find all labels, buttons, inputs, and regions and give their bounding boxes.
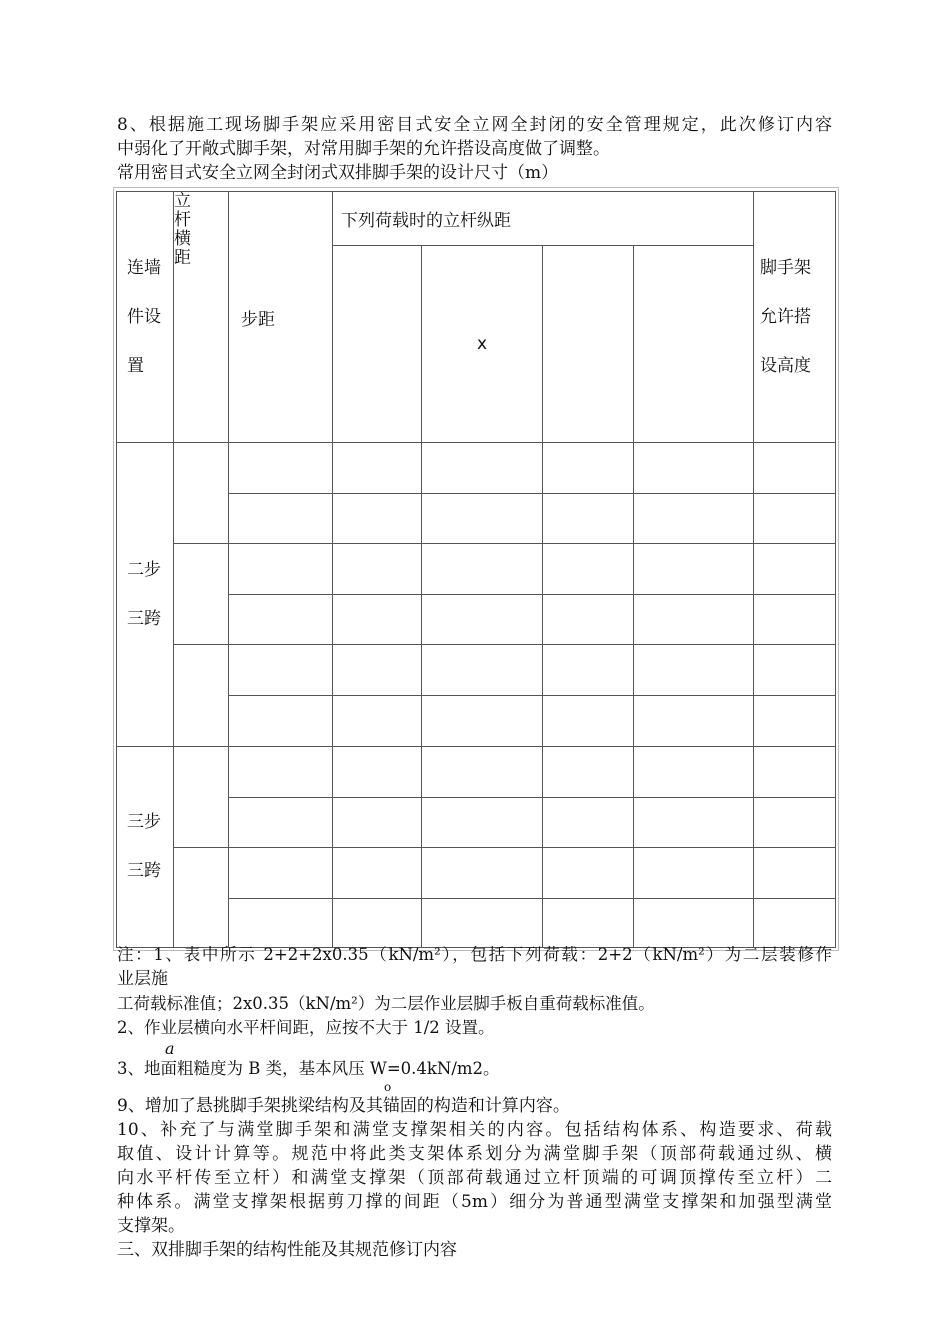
table-cell [174,443,229,544]
table-cell [333,798,422,848]
table-cell [333,848,422,899]
table-cell [634,443,754,494]
table-cell [543,494,634,544]
table-cell [634,595,754,645]
table-cell [422,544,543,595]
load-col-1 [333,246,422,443]
table-cell [229,645,333,696]
table-cell [543,544,634,595]
table-cell [754,544,836,595]
table-cell [634,544,754,595]
table-cell [754,747,836,798]
table-cell [634,645,754,696]
note3: 3、地面粗糙度为 B 类，基本风压 W=0.4kN/m2。 [117,1059,500,1078]
table-cell [634,798,754,848]
note1-line2: 业层施 [117,969,168,989]
para10-line5: 支撑架。 [117,1216,185,1236]
table-cell [229,544,333,595]
table-cell [422,747,543,798]
table-cell [543,899,634,948]
table-cell [229,494,333,544]
table-cell [229,798,333,848]
table-cell [422,494,543,544]
table-cell [543,696,634,747]
note1-line1: 注：1、表中所示 2+2+2x0.35（kN/m²），包括下列荷载：2+2（kN/m²）为二层装修作 [117,945,832,964]
note3-subscript: o [384,1080,392,1094]
table-cell [754,645,836,696]
table-cell [634,494,754,544]
table-cell [229,848,333,899]
table-cell [422,798,543,848]
table-cell [333,494,422,544]
table-cell [422,848,543,899]
header-wall-tie: 连墙 件设 置 [117,192,174,443]
table-cell [333,595,422,645]
load-col-4 [634,246,754,443]
table-cell [333,899,422,948]
table-cell [634,899,754,948]
table-caption: 常用密目式安全立网全封闭式双排脚手架的设计尺寸（m） [117,163,559,183]
load-col-3 [543,246,634,443]
table-cell [754,443,836,494]
load-col-2: x [422,246,543,443]
table-cell [422,645,543,696]
table-cell [754,595,836,645]
table-cell [422,595,543,645]
table-cell [333,645,422,696]
table-cell [543,798,634,848]
table-cell [333,696,422,747]
table-cell [174,544,229,645]
table-cell [754,899,836,948]
group-three-step-three-span: 三步 三跨 [117,747,174,948]
note2-subscript: a [165,1039,175,1058]
table-cell [543,848,634,899]
table-cell [543,595,634,645]
table-cell [634,747,754,798]
para9: 9、增加了悬挑脚手架挑梁结构及其锚固的构造和计算内容。 [117,1096,570,1116]
para10-line4: 种体系。满堂支撑架根据剪刀撑的间距（5m）细分为普通型满堂支撑架和加强型满堂 [117,1192,832,1212]
table-cell [174,645,229,747]
para10-line3: 向水平杆传至立杆）和满堂支撑架（顶部荷载通过立杆顶端的可调顶撑传至立杆）二 [117,1168,832,1188]
section3-heading: 三、双排脚手架的结构性能及其规范修订内容 [117,1240,457,1260]
table-cell [754,696,836,747]
table-cell [754,848,836,899]
table-cell [229,747,333,798]
table-cell [333,544,422,595]
table-cell [229,443,333,494]
table-cell [422,443,543,494]
para10-line1: 10、补充了与满堂脚手架和满堂支撑架相关的内容。包括结构体系、构造要求、荷载 [117,1120,832,1140]
table-cell [229,899,333,948]
design-dimension-table [116,191,836,948]
table-cell [333,747,422,798]
header-longitudinal-spacing: 下列荷载时的立杆纵距 [333,192,754,246]
header-step: 步距 [229,192,333,443]
note1-line3: 工荷载标准值；2x0.35（kN/m²）为二层作业层脚手板自重荷载标准值。 [117,994,655,1013]
table-cell [174,848,229,948]
table-cell [754,494,836,544]
table-cell [229,595,333,645]
table-cell [543,443,634,494]
table-cell [543,747,634,798]
table-cell [422,899,543,948]
table-cell [333,443,422,494]
para8-line2: 中弱化了开敞式脚手架，对常用脚手架的允许搭设高度做了调整。 [117,139,610,159]
note2: 2、作业层横向水平杆间距，应按不大于 1/2 设置。 [117,1018,495,1037]
table-cell [634,848,754,899]
table-cell [174,747,229,848]
table-cell [754,798,836,848]
para10-line2: 取值、设计计算等。规范中将此类支架体系划分为满堂脚手架（顶部荷载通过纵、横 [117,1144,832,1164]
table-cell [543,645,634,696]
table-cell [634,696,754,747]
table-cell [229,696,333,747]
para8-line1: 8、根据施工现场脚手架应采用密目式安全立网全封闭的安全管理规定，此次修订内容 [117,115,832,135]
header-allowed-height: 脚手架 允许搭 设高度 [754,192,836,443]
group-two-step-three-span: 二步 三跨 [117,443,174,747]
table-cell [422,696,543,747]
header-transverse-spacing: 立 杆 横 距 [174,192,229,443]
